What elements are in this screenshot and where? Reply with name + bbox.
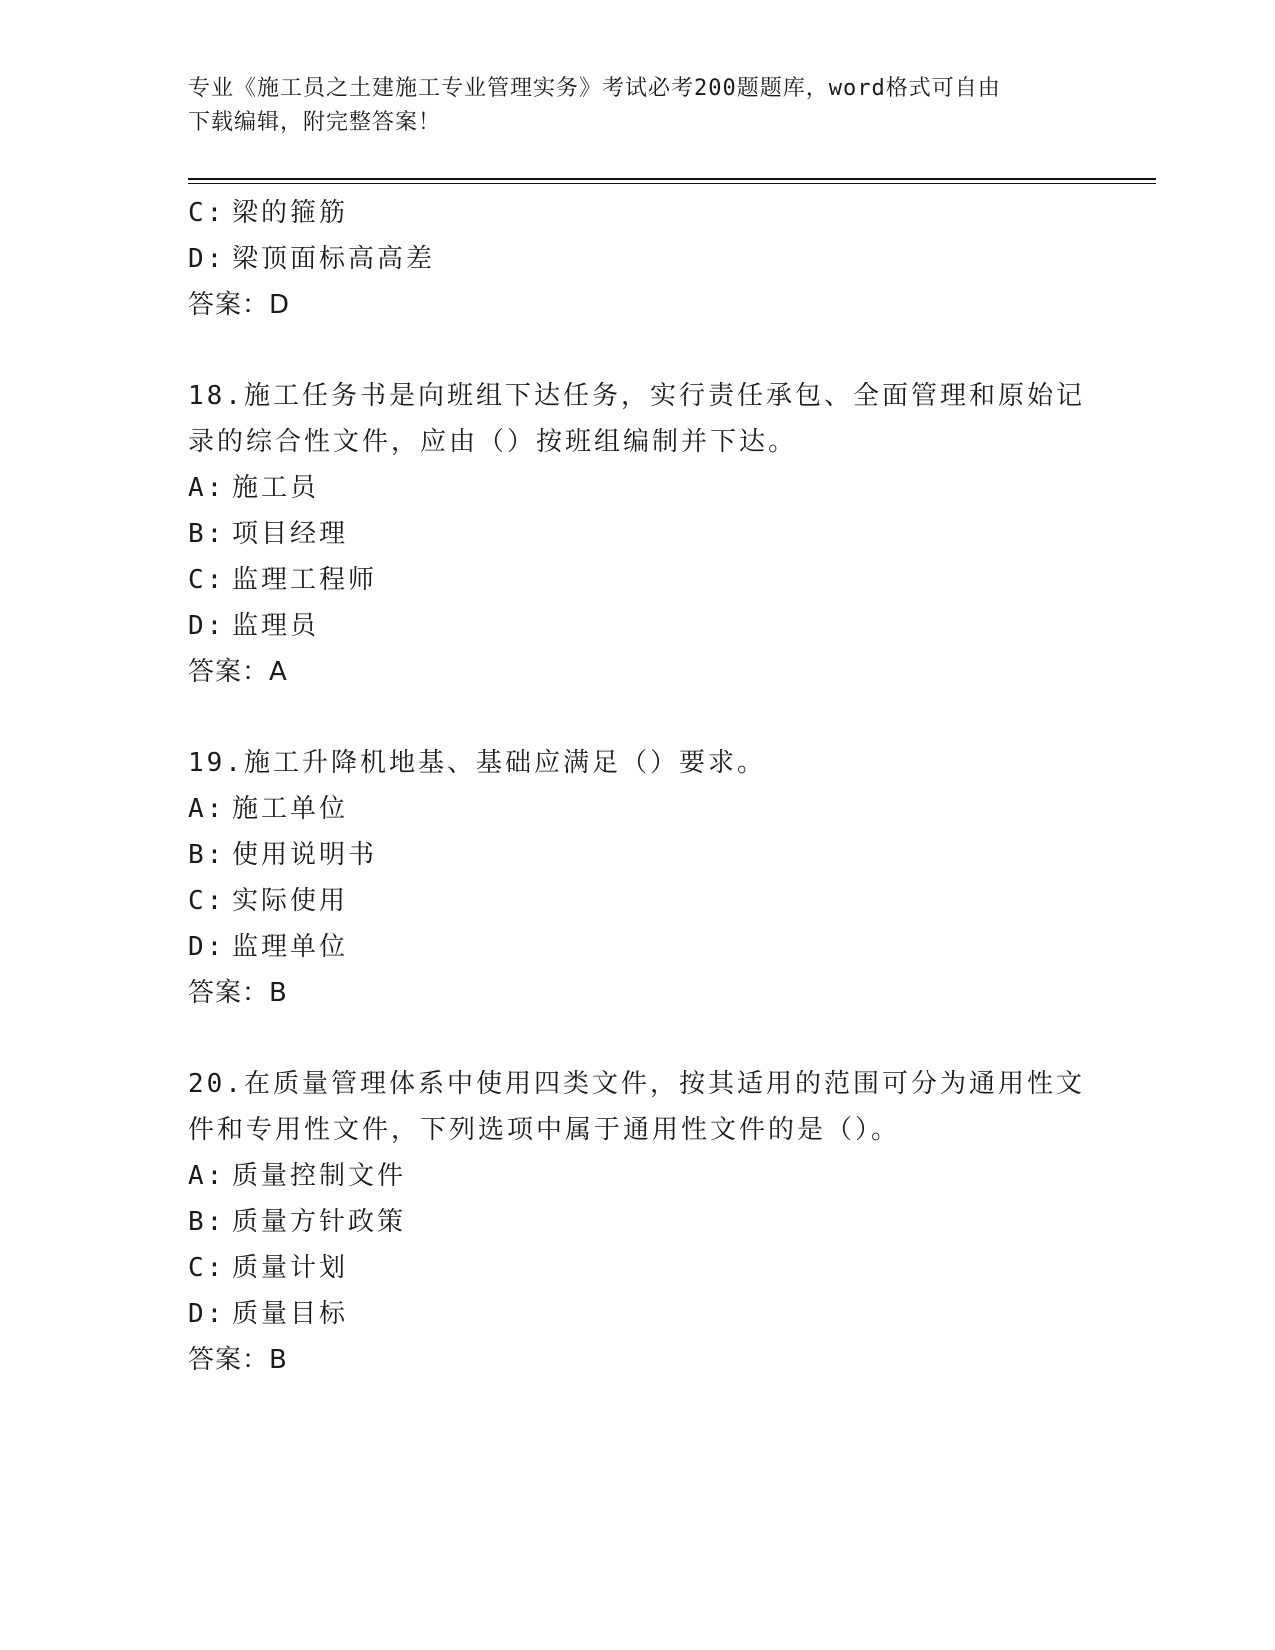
option-c xyxy=(188,190,1088,236)
option-a xyxy=(188,1153,1088,1199)
answer-line: 答案：B xyxy=(188,978,288,1008)
answer-line: 答案：B xyxy=(188,1345,288,1375)
option-text: 项目经理 xyxy=(232,519,349,549)
option-text: 质量计划 xyxy=(232,1253,349,1283)
question-20 xyxy=(188,1061,1088,1383)
document-header xyxy=(188,72,1068,140)
question-18 xyxy=(188,373,1088,695)
question-17 xyxy=(188,190,1088,328)
option-label: D: xyxy=(188,932,226,962)
option-label: B: xyxy=(188,840,226,870)
answer-line: 答案：A xyxy=(188,657,288,687)
answer-line: 答案：D xyxy=(188,290,291,320)
option-d xyxy=(188,236,1088,282)
option-label: A: xyxy=(188,794,226,824)
option-text: 梁顶面标高高差 xyxy=(232,244,436,274)
question-gap xyxy=(188,695,1088,740)
option-c xyxy=(188,1245,1088,1291)
header-divider-thick xyxy=(188,178,1156,180)
option-text: 实际使用 xyxy=(232,886,349,916)
option-b xyxy=(188,1199,1088,1245)
option-label: D: xyxy=(188,611,226,641)
question-19 xyxy=(188,740,1088,1016)
option-c xyxy=(188,557,1088,603)
option-label: C: xyxy=(188,886,226,916)
option-c xyxy=(188,878,1088,924)
option-label: D: xyxy=(188,1299,226,1329)
option-text: 监理员 xyxy=(232,611,320,641)
header-line-1: 专业《施工员之土建施工专业管理实务》考试必考200题题库，word格式可自由 xyxy=(188,76,1001,101)
option-label: D: xyxy=(188,244,226,274)
question-text-line-1: 19.施工升降机地基、基础应满足（）要求。 xyxy=(188,748,766,778)
option-a xyxy=(188,786,1088,832)
option-text: 监理单位 xyxy=(232,932,349,962)
header-line-2: 下载编辑，附完整答案！ xyxy=(188,110,442,135)
header-divider-thin xyxy=(188,183,1156,184)
option-d xyxy=(188,924,1088,970)
option-label: B: xyxy=(188,519,226,549)
option-text: 质量目标 xyxy=(232,1299,349,1329)
question-text-line-2: 录的综合性文件，应由（）按班组编制并下达。 xyxy=(188,427,798,457)
option-label: A: xyxy=(188,1161,226,1191)
option-label: B: xyxy=(188,1207,226,1237)
option-text: 质量方针政策 xyxy=(232,1207,407,1237)
option-b xyxy=(188,832,1088,878)
option-text: 施工员 xyxy=(232,473,320,503)
option-label: C: xyxy=(188,198,226,228)
question-text-line-1: 18.施工任务书是向班组下达任务，实行责任承包、全面管理和原始记 xyxy=(188,381,1085,411)
question-text-line-1: 20.在质量管理体系中使用四类文件，按其适用的范围可分为通用性文 xyxy=(188,1069,1085,1099)
option-text: 质量控制文件 xyxy=(232,1161,407,1191)
option-b xyxy=(188,511,1088,557)
question-content xyxy=(188,190,1088,1383)
option-text: 监理工程师 xyxy=(232,565,378,595)
question-text-line-2: 件和专用性文件，下列选项中属于通用性文件的是（）。 xyxy=(188,1115,901,1145)
question-gap xyxy=(188,328,1088,373)
question-gap xyxy=(188,1016,1088,1061)
option-text: 使用说明书 xyxy=(232,840,378,870)
option-d xyxy=(188,603,1088,649)
option-label: C: xyxy=(188,1253,226,1283)
option-a xyxy=(188,465,1088,511)
option-label: C: xyxy=(188,565,226,595)
option-label: A: xyxy=(188,473,226,503)
option-text: 梁的箍筋 xyxy=(232,198,349,228)
option-d xyxy=(188,1291,1088,1337)
option-text: 施工单位 xyxy=(232,794,349,824)
